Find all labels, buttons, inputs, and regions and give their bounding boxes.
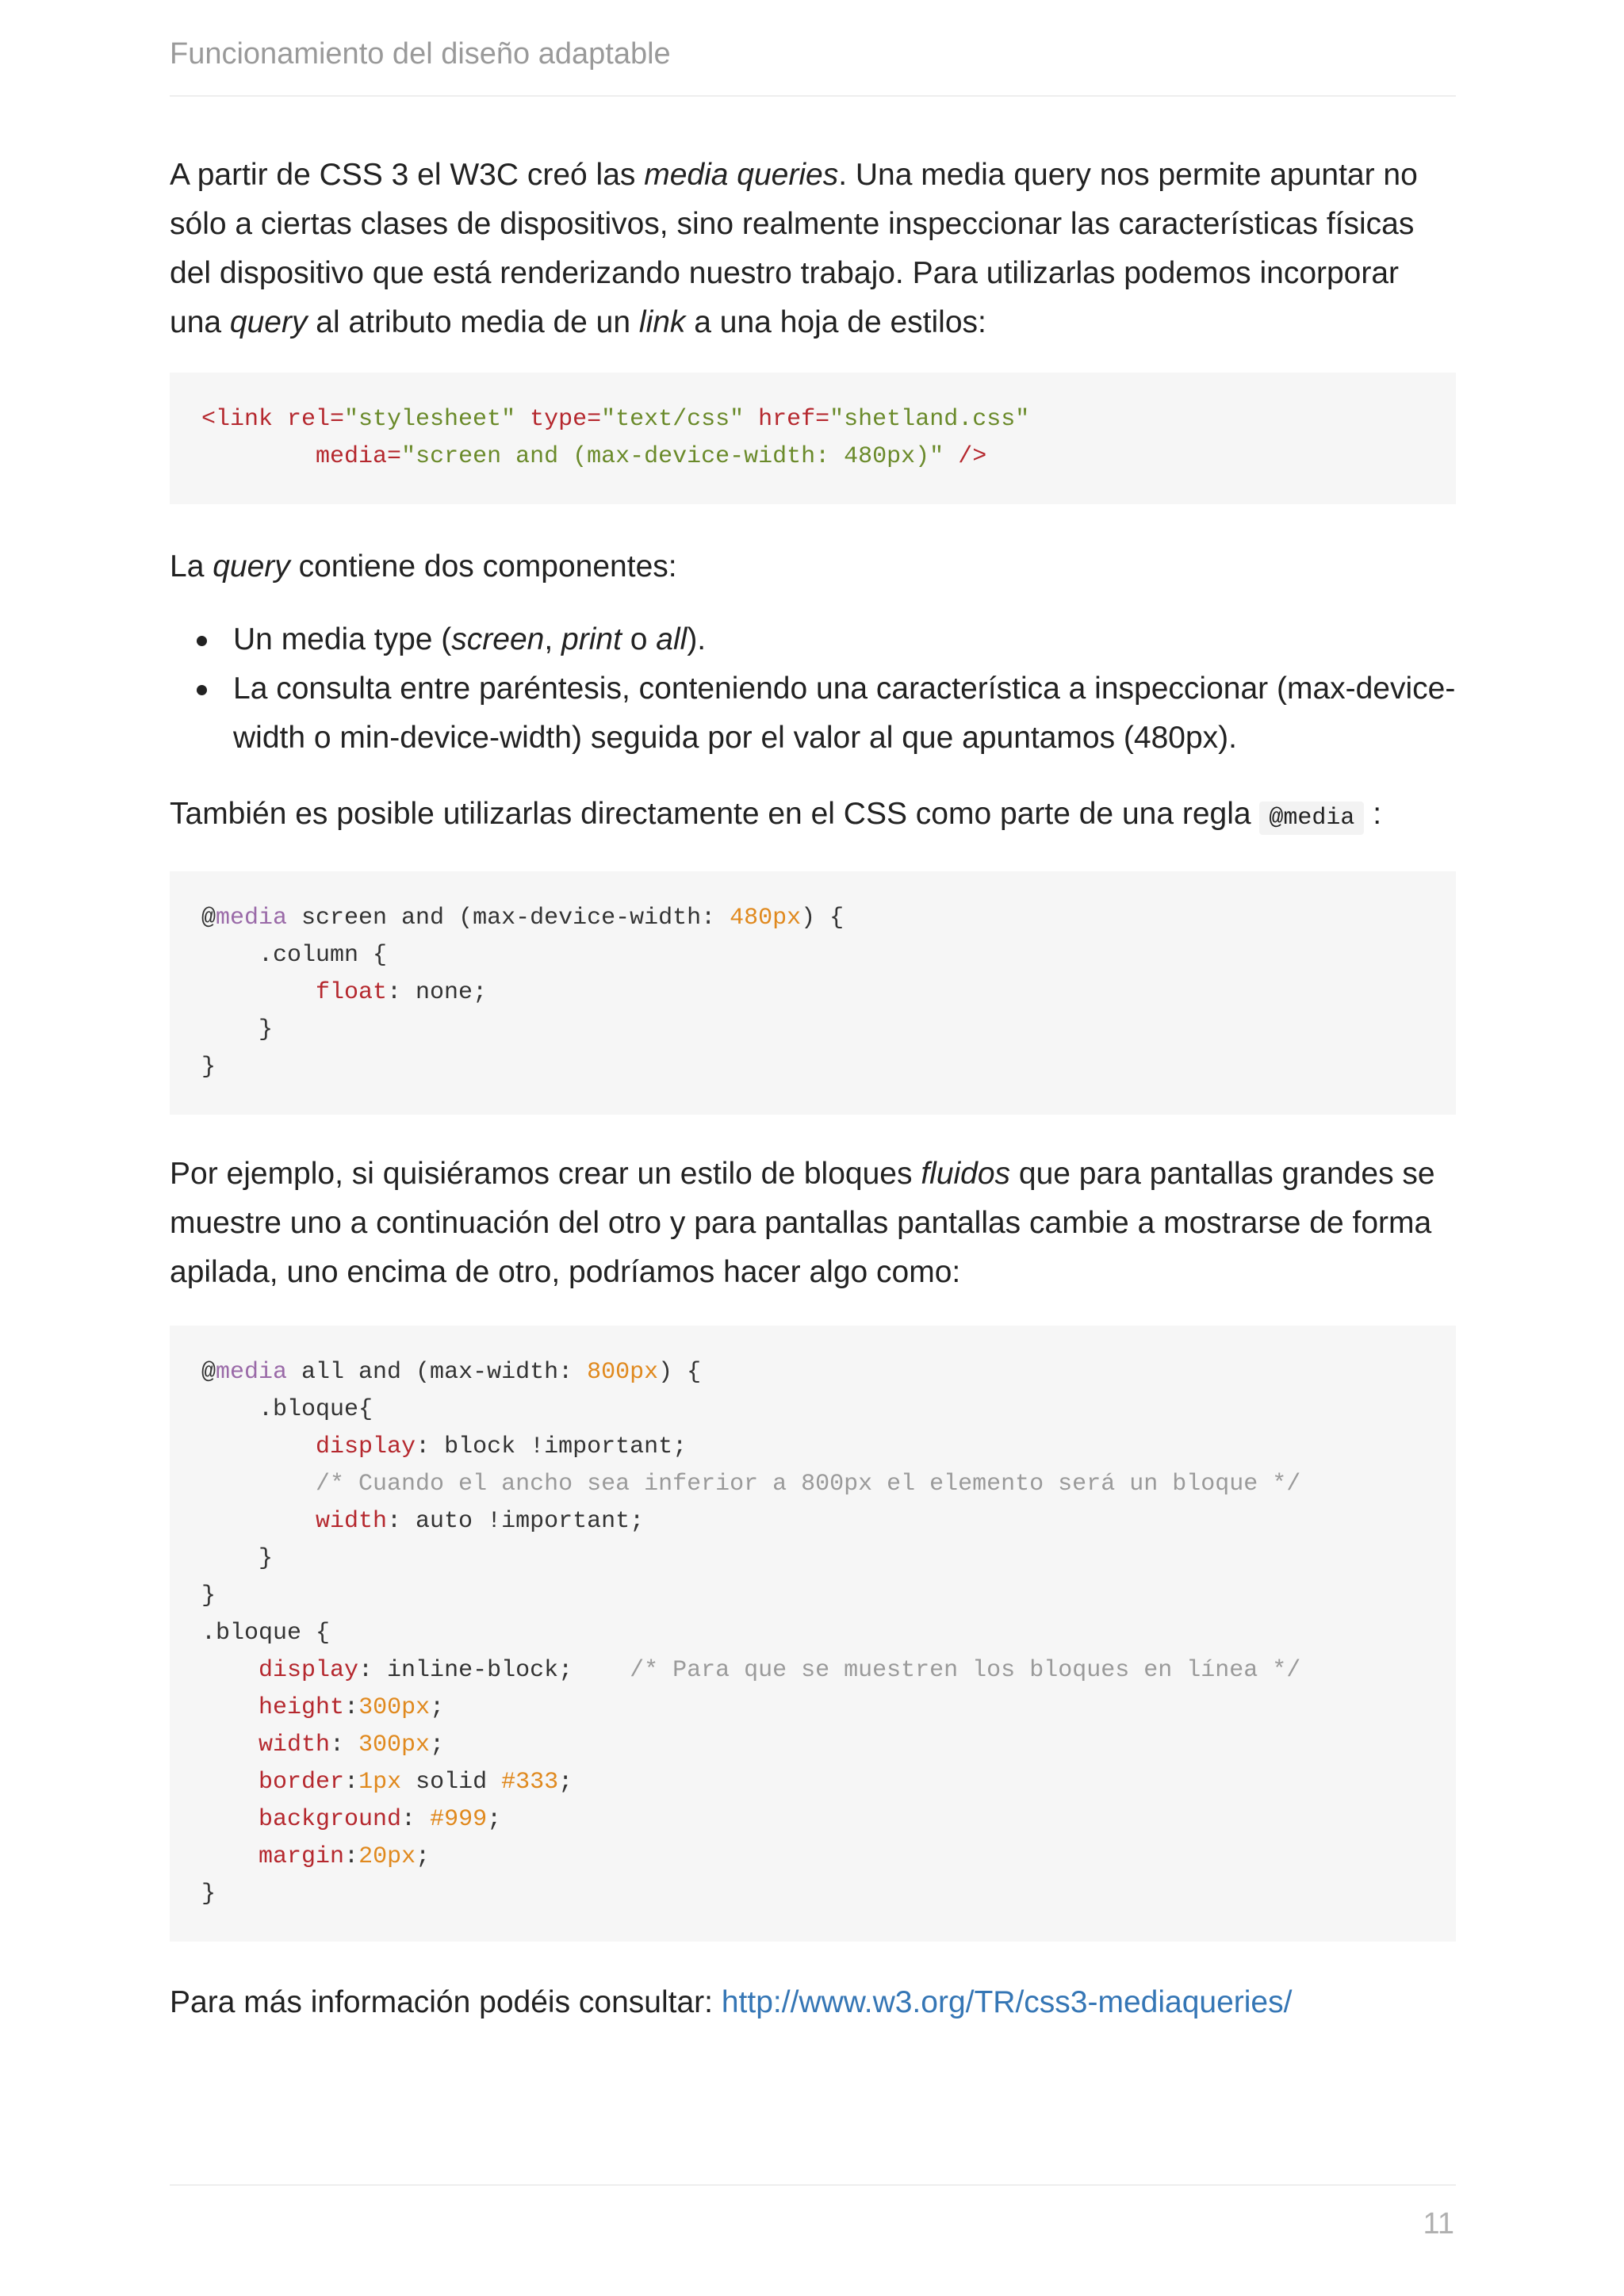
paragraph-more-info: Para más información podéis consultar: http://www.w3.org/TR/css3-mediaqueries/ — [170, 1985, 1293, 2019]
content — [170, 151, 1456, 2027]
list-item: La consulta entre paréntesis, conteniendo una característica a inspeccionar (max-device-width o min-device-width) seguida por el valor al que apuntamos (480px). — [170, 664, 1456, 763]
inline-code-media: @media — [1259, 802, 1364, 835]
paragraph-media-rule: También es posible utilizarlas directamente en el CSS como parte de una regla @media : — [170, 790, 1456, 843]
paragraph-media-queries-intro: A partir de CSS 3 el W3C creó las media queries. Una media query nos permite apuntar no sólo a ciertas clases de dispositivos, sino realmente inspeccionar las características físicas del dispositivo que está renderizando nuestro trabajo. Para utilizarlas podemos incorporar una query al atributo media de un link a una hoja de estilos: — [170, 158, 1418, 339]
code-block-media-column: @media screen and (max-device-width: 480px) { .column { float: none; } } — [170, 871, 1456, 1115]
paragraph-fluid-blocks: Por ejemplo, si quisiéramos crear un estilo de bloques fluidos que para pantallas grandes se muestre uno a continuación del otro y para pantallas pantallas cambie a mostrarse de forma apilada, uno encima de otro, podríamos hacer algo como: — [170, 1157, 1435, 1289]
header-divider — [170, 95, 1456, 97]
page-number: 11 — [1423, 2207, 1454, 2241]
components-list — [170, 615, 1456, 763]
code-block-link-tag: <link rel="stylesheet" type="text/css" href="shetland.css" media="screen and (max-device-width: 480px)" /> — [170, 373, 1456, 504]
code-block-bloque: @media all and (max-width: 800px) { .bloque{ display: block !important; /* Cuando el ancho sea inferior a 800px el elemento será un bloque */ width: auto !important; } } .bloque { display: inline-block; /* Para que se muestren los bloques en línea */ height:300px; width: 300px; border:1px solid #333; background: #999; margin:20px; } — [170, 1326, 1456, 1942]
footer-divider — [170, 2184, 1456, 2186]
w3c-mediaqueries-link[interactable]: http://www.w3.org/TR/css3-mediaqueries/ — [721, 1985, 1293, 2019]
paragraph-query-components: La query contiene dos componentes: — [170, 549, 677, 584]
list-item: Un media type (screen, print o all). — [170, 615, 1456, 664]
running-header: Funcionamiento del diseño adaptable — [170, 37, 671, 71]
